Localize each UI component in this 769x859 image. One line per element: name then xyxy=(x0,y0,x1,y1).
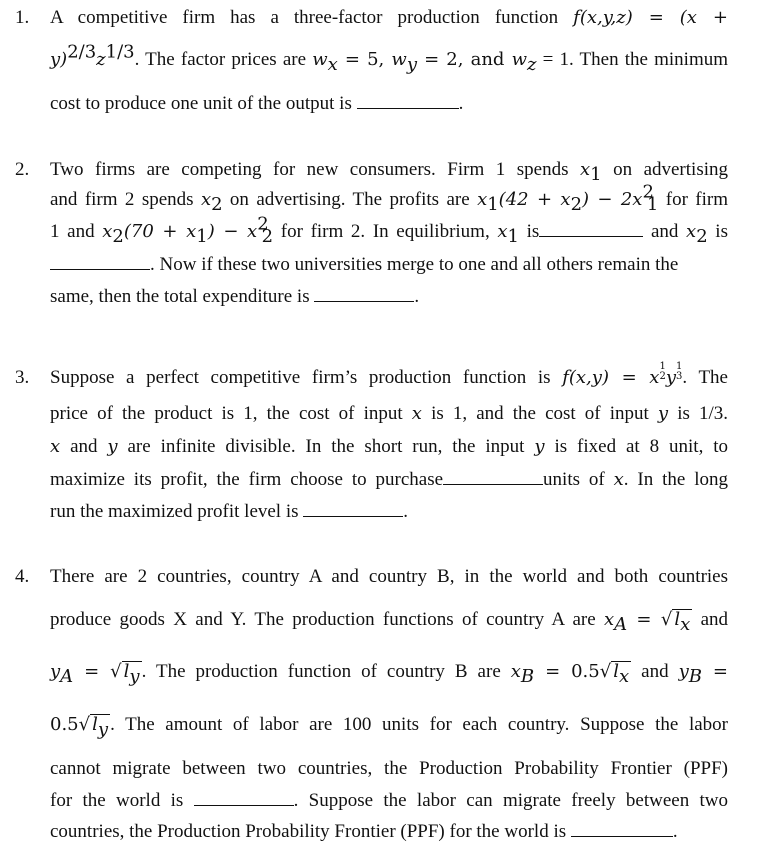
text-line: price of the product is 1, the cost of input x is 1, and the cost of input y is 1/3. xyxy=(50,403,729,424)
text-line: maximize its profit, the firm choose to purchase units of x. In the long xyxy=(50,469,729,490)
text-line: countries, the Production Probability Frontier (PPF) for the world is . xyxy=(50,821,678,842)
text-line: 1 and $x_2(70 + x_1) - x^2_2$ for firm 2. In equilibrium, $x_1$ is and $x_2$ is xyxy=(50,213,728,247)
text-line: $y_A$ = √ $l_y$ . The production function of country B are $x_B = 0.5√$ $l_x$ and $y_B$ = xyxy=(50,661,729,687)
question-number: 3. xyxy=(15,367,30,388)
text-line: cannot migrate between two countries, the Production Probability Frontier (PPF) xyxy=(50,758,728,779)
text-line: x and y are infinite divisible. In the short run, the input y is fixed at 8 unit, to xyxy=(50,436,729,457)
text-line: . Now if these two universities merge to one and all others remain the xyxy=(50,253,678,277)
text-line: cost to produce one unit of the output is . xyxy=(50,93,464,114)
answer-blank[interactable] xyxy=(443,468,543,485)
text-line: There are 2 countries, country A and country B, in the world and both countries xyxy=(50,566,728,587)
text-line: $y)^{2/3}z^{1/3}$. The factor prices are $w_x = 5$, $w_y = 2$, and $w_z = 1$. Then the minimum xyxy=(50,41,728,75)
answer-blank[interactable] xyxy=(357,92,459,109)
question-number: 2. xyxy=(15,159,30,180)
text-line: for the world is . Suppose the labor can migrate freely between two xyxy=(50,790,729,811)
text-line: run the maximized profit level is . xyxy=(50,501,409,522)
text-line: Two firms are competing for new consumers. Firm 1 spends $x_1$ on advertising xyxy=(50,159,728,185)
answer-blank[interactable] xyxy=(314,285,414,302)
answer-blank[interactable] xyxy=(50,253,150,270)
question-number: 4. xyxy=(15,566,30,587)
text-line: 0.5√ $l_y$ . The amount of labor are 100 units for each country. Suppose the labor xyxy=(50,714,728,740)
answer-blank[interactable] xyxy=(539,220,643,237)
text-line: produce goods X and Y. The production functions of country A are $x_A$ = √ $l_x$ and xyxy=(50,609,729,635)
text-line: and firm 2 spends $x_2$ on advertising. The profits are $x_1(42 + x_2) - 2x^2_1$ for firm xyxy=(50,181,729,215)
answer-blank[interactable] xyxy=(194,789,294,806)
answer-blank[interactable] xyxy=(303,500,403,517)
text-line: A competitive firm has a three-factor production function f(x,y,z) = (x + xyxy=(50,7,728,28)
question-number: 1. xyxy=(15,7,30,28)
text-line: same, then the total expenditure is . xyxy=(50,286,420,307)
answer-blank[interactable] xyxy=(571,820,673,837)
text-line: Suppose a perfect competitive firm’s production function is f(x,y) = x 1 2 y 1 3 . The xyxy=(50,360,728,388)
